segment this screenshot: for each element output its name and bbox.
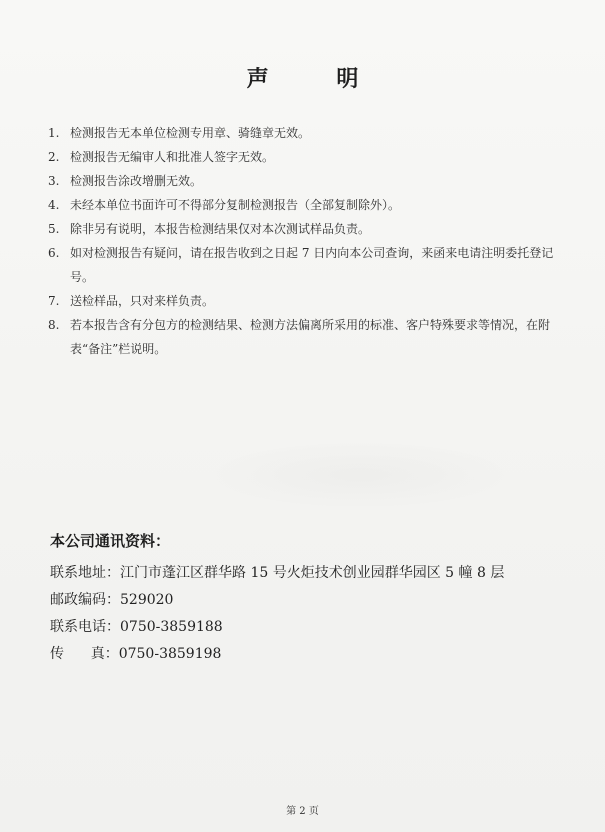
item-number: 8. xyxy=(48,318,60,332)
fax-value: 0750-3859198 xyxy=(118,646,222,662)
page-number: 第 2 页 xyxy=(286,806,319,817)
item-text: 若本报告含有分包方的检测结果、检测方法偏离所采用的标准、客户特殊要求等情况，在附表“备注”栏说明。 xyxy=(70,318,551,356)
item-number: 1. xyxy=(48,126,60,140)
scan-smudge xyxy=(200,440,520,510)
statement-item xyxy=(48,217,573,241)
statement-item xyxy=(48,145,573,169)
statement-item xyxy=(48,241,573,289)
phone-label: 联系电话： xyxy=(50,619,120,635)
statement-item xyxy=(48,169,573,193)
item-text: 未经本单位书面许可不得部分复制检测报告（全部复制除外）。 xyxy=(70,198,401,212)
page-title: 声 明 xyxy=(246,66,389,92)
item-number: 2. xyxy=(48,150,60,164)
fax-line xyxy=(50,641,570,668)
item-number: 5. xyxy=(48,222,60,236)
statement-list xyxy=(48,121,573,361)
item-number: 6. xyxy=(48,246,60,260)
phone-value: 0750-3859188 xyxy=(120,619,223,635)
statement-item xyxy=(48,313,573,361)
postcode-value: 529020 xyxy=(120,592,174,608)
phone-line xyxy=(50,614,570,641)
address-value: 江门市蓬江区群华路 15 号火炬技术创业园群华园区 5 幢 8 层 xyxy=(120,565,505,581)
item-text: 检测报告涂改增删无效。 xyxy=(70,174,203,188)
address-line xyxy=(50,560,570,587)
postcode-label: 邮政编码： xyxy=(50,592,120,608)
postcode-line xyxy=(50,587,570,614)
address-label: 联系地址： xyxy=(50,565,120,581)
statement-item xyxy=(48,121,573,145)
item-text: 如对检测报告有疑问，请在报告收到之日起 7 日内向本公司查询，来函来电请注明委托登记号。 xyxy=(70,246,554,284)
statement-item xyxy=(48,193,573,217)
fax-label: 传 真： xyxy=(50,646,119,662)
item-text: 除非另有说明，本报告检测结果仅对本次测试样品负责。 xyxy=(70,222,371,236)
item-text: 检测报告无编审人和批准人签字无效。 xyxy=(70,150,275,164)
item-number: 3. xyxy=(48,174,60,188)
item-text: 送检样品，只对来样负责。 xyxy=(70,294,215,308)
item-number: 4. xyxy=(48,198,60,212)
contact-heading: 本公司通讯资料： xyxy=(50,532,171,550)
statement-item xyxy=(48,289,573,313)
contact-section xyxy=(50,530,570,668)
item-text: 检测报告无本单位检测专用章、骑缝章无效。 xyxy=(70,126,311,140)
item-number: 7. xyxy=(48,294,60,308)
